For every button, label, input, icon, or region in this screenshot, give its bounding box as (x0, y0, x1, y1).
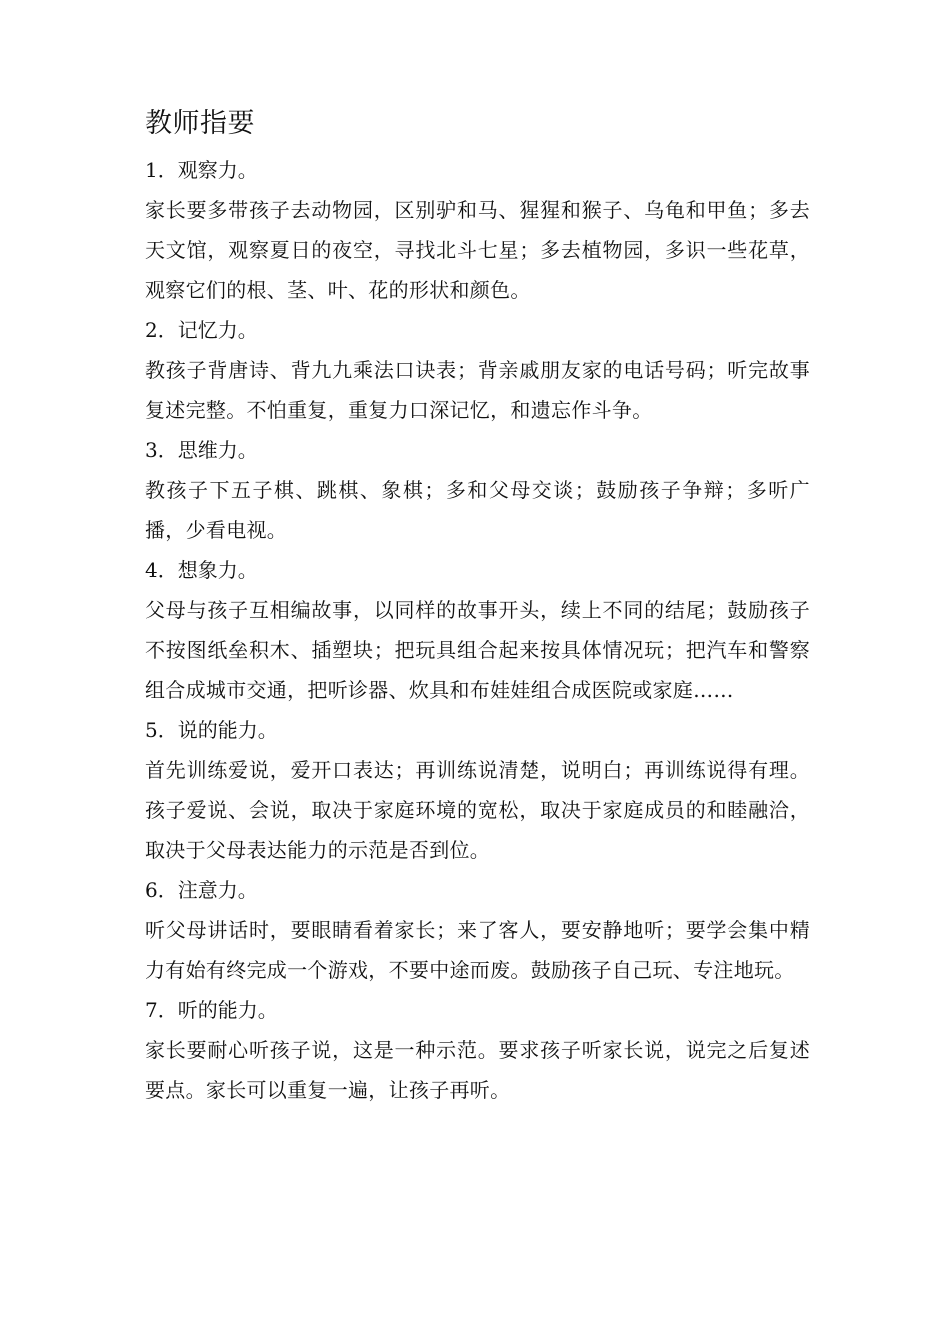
section-heading: 1．观察力。 (145, 158, 258, 182)
section-speaking (145, 710, 810, 870)
section-body: 教孩子背唐诗、背九九乘法口诀表；背亲戚朋友家的电话号码；听完故事复述完整。不怕重复，重复力口深记忆，和遗忘作斗争。 (145, 358, 810, 422)
section-heading: 2．记忆力。 (145, 318, 258, 342)
section-observation (145, 150, 810, 310)
section-body: 首先训练爱说，爱开口表达；再训练说清楚，说明白；再训练说得有理。孩子爱说、会说，取决于家庭环境的宽松，取决于家庭成员的和睦融洽，取决于父母表达能力的示范是否到位。 (145, 758, 810, 862)
section-heading: 7．听的能力。 (145, 998, 278, 1022)
section-body: 家长要耐心听孩子说，这是一种示范。要求孩子听家长说，说完之后复述要点。家长可以重复一遍，让孩子再听。 (145, 1038, 810, 1102)
section-body: 父母与孩子互相编故事，以同样的故事开头，续上不同的结尾；鼓励孩子不按图纸垒积木、插塑块；把玩具组合起来按具体情况玩；把汽车和警察组合成城市交通，把听诊器、炊具和布娃娃组合成医院或家庭…… (145, 598, 810, 702)
section-body: 教孩子下五子棋、跳棋、象棋；多和父母交谈；鼓励孩子争辩；多听广播，少看电视。 (145, 478, 810, 542)
section-body: 听父母讲话时，要眼睛看着家长；来了客人，要安静地听；要学会集中精力有始有终完成一个游戏，不要中途而废。鼓励孩子自己玩、专注地玩。 (145, 918, 810, 982)
section-heading: 4．想象力。 (145, 558, 258, 582)
section-heading: 5．说的能力。 (145, 718, 278, 742)
section-attention (145, 870, 810, 990)
section-listening (145, 990, 810, 1110)
section-thinking (145, 430, 810, 550)
section-heading: 3．思维力。 (145, 438, 258, 462)
section-heading: 6．注意力。 (145, 878, 258, 902)
section-memory (145, 310, 810, 430)
section-body: 家长要多带孩子去动物园，区别驴和马、猩猩和猴子、乌龟和甲鱼；多去天文馆，观察夏日的夜空，寻找北斗七星；多去植物园，多识一些花草，观察它们的根、茎、叶、花的形状和颜色。 (145, 198, 810, 302)
document-title: 教师指要 (145, 108, 255, 139)
document-page (145, 104, 810, 1110)
section-imagination (145, 550, 810, 710)
